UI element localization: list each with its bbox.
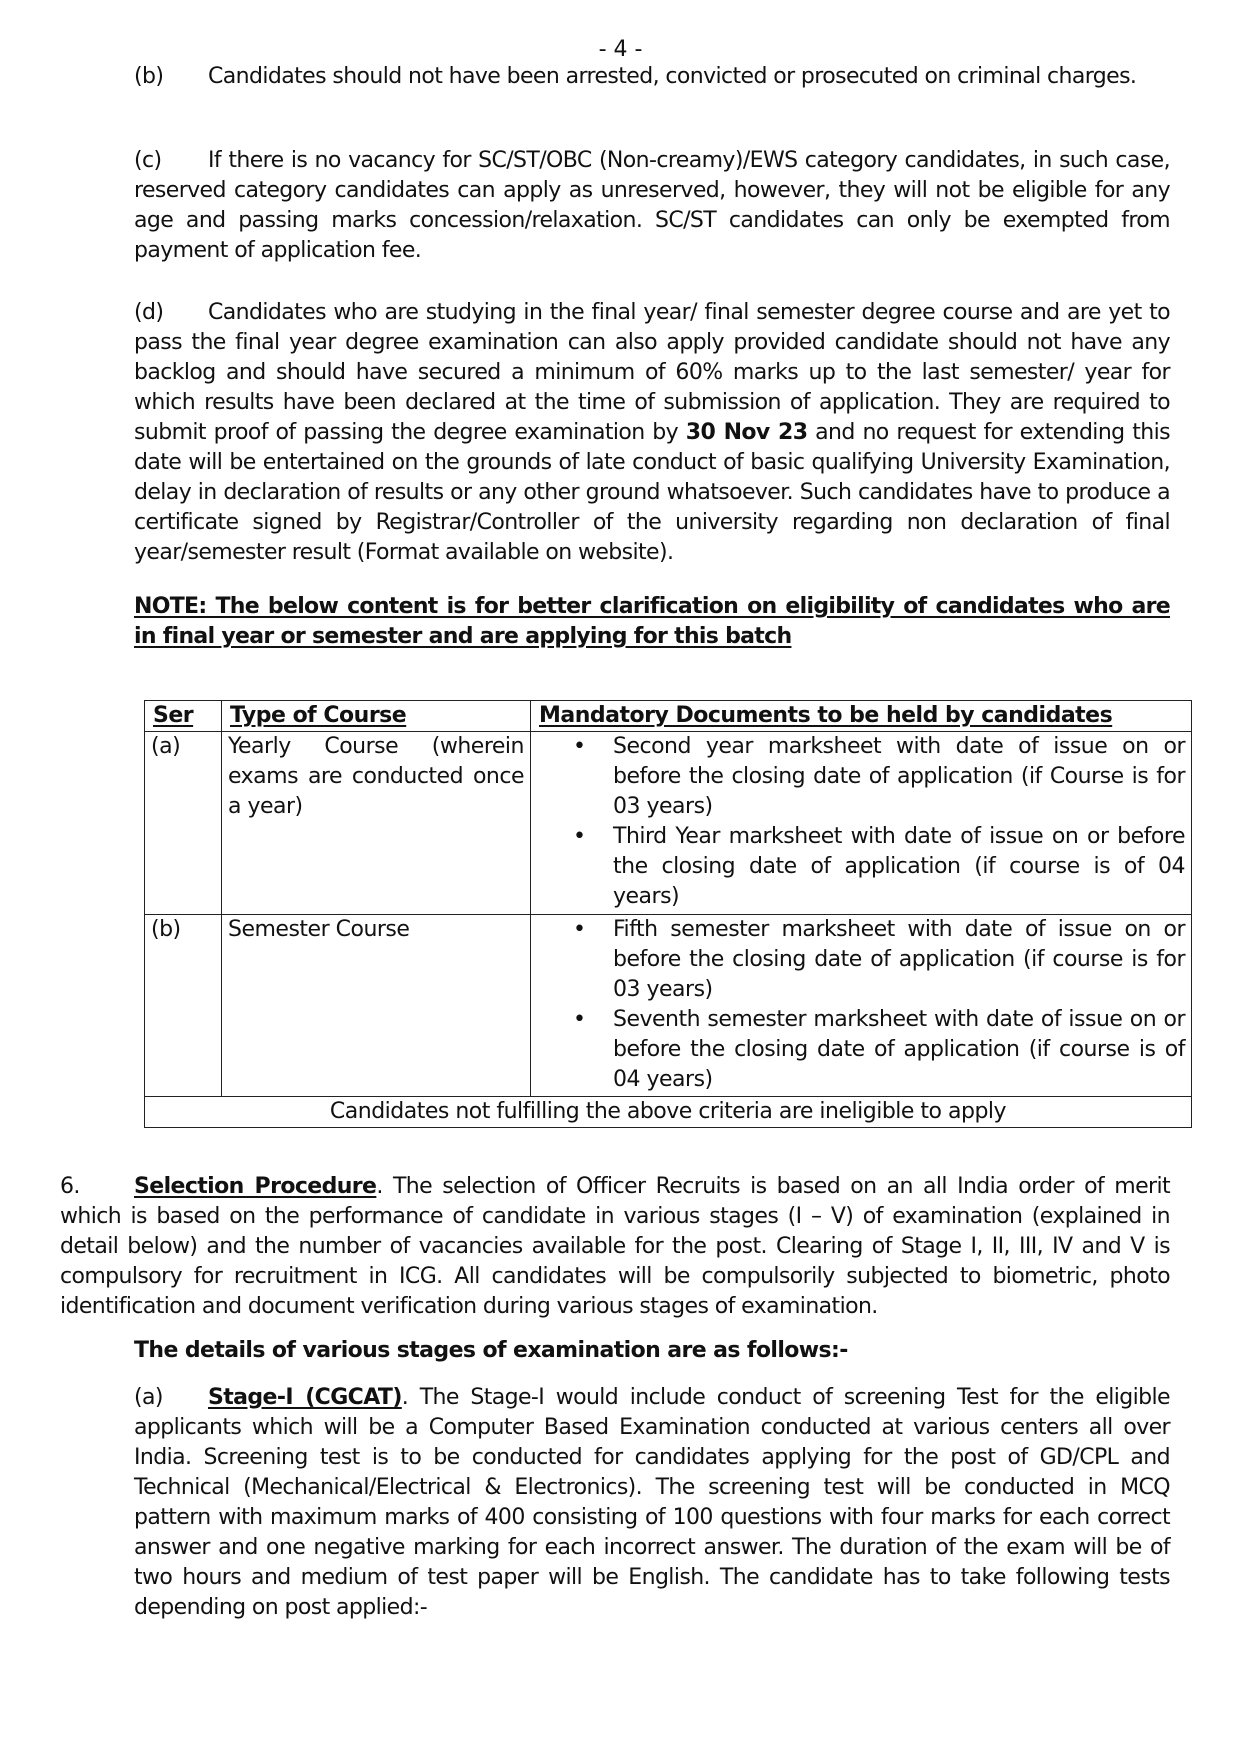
stage-1-paragraph [134,1383,1170,1623]
page-number: - 4 - [598,37,643,62]
cell-ser: (b) [145,915,222,1097]
stages-heading: The details of various stages of examination are as follows:- [134,1338,848,1363]
paragraph-label: (a) [134,1385,163,1410]
column-header-ser: Ser [145,701,222,732]
paragraph-label: (d) [134,300,164,325]
cell-type [222,915,531,1097]
paragraph-b [134,62,1170,92]
cell-documents [531,915,1192,1097]
paragraph-text: and no request for extending this date will be entertained on the grounds of late conduct of basic qualifying University Examination, delay in declaration of results or any other ground whatsoever. Such candidates have to produce a certificate signed by Registrar/Controller of the university regarding non declaration of final year/semester result (Format available on website). [134,420,1170,565]
list-item: • Third Year marksheet with date of issue on or before the closing date of application (if course is of 04 years) [613,822,1185,912]
paragraph-label: (b) [134,64,164,89]
section-number: 6. [60,1174,80,1199]
section-6-selection-procedure [60,1172,1170,1322]
cell-type [222,732,531,915]
list-item: • Fifth semester marksheet with date of issue on or before the closing date of application (if course is for 03 years) [613,915,1185,1005]
documents-list [537,732,1185,912]
paragraph-d [134,298,1170,568]
paragraph-text: If there is no vacancy for SC/ST/OBC (Non-creamy)/EWS category candidates, in such case, reserved category candidates can apply as unreserved, however, they will not be eligible for any age and passing marks concession/relaxation. SC/ST candidates can only be exempted from payment of application fee. [134,148,1170,263]
cell-documents [531,732,1192,915]
column-header-type: Type of Course [222,701,531,732]
course-type-text: Yearly Course (wherein exams are conducted once a year) [228,734,524,819]
stage-title: Stage-I (CGCAT) [208,1385,402,1410]
list-item: • Seventh semester marksheet with date of issue on or before the closing date of application (if course is of 04 years) [613,1005,1185,1095]
paragraph-c [134,146,1170,266]
course-type-text: Semester Course [228,917,410,942]
paragraph-text: Candidates who are studying in the final year/ final semester degree course and are yet to pass the final year degree examination can also apply provided candidate should not have any backlog and should have secured a minimum of 60% marks up to the last semester/ year for which results have been declared at the time of submission of application. They are required to submit proof of passing the degree examination by [134,300,1170,445]
column-header-documents: Mandatory Documents to be held by candidates [531,701,1192,732]
eligibility-note: NOTE: The below content is for better clarification on eligibility of candidates who are in final year or semester and are applying for this batch [134,594,1170,649]
table-footer-row [145,1097,1192,1128]
table-footer: Candidates not fulfilling the above criteria are ineligible to apply [145,1097,1192,1128]
paragraph-label: (c) [134,148,162,173]
deadline-date: 30 Nov 23 [685,420,808,445]
table-row [145,915,1192,1097]
paragraph-text: Candidates should not have been arrested, convicted or prosecuted on criminal charges. [208,64,1137,89]
section-text: . The selection of Officer Recruits is based on an all India order of merit which is based on the performance of candidate in various stages (I – V) of examination (explained in detail below) and the number of vacancies available for the post. Clearing of Stage I, II, III, IV and V is compulsory for recruitment in ICG. All candidates will be compulsorily subjected to biometric, photo identification and document verification during various stages of examination. [60,1174,1170,1319]
section-title: Selection Procedure [134,1174,377,1199]
list-item: • Second year marksheet with date of issue on or before the closing date of application (if Course is for 03 years) [613,732,1185,822]
stage-text: . The Stage-I would include conduct of screening Test for the eligible applicants which will be a Computer Based Examination conducted at various centers all over India. Screening test is to be conducted for candidates applying for the post of GD/CPL and Technical (Mechanical/Electrical & Electronics). The screening test will be conducted in MCQ pattern with maximum marks of 400 consisting of 100 questions with four marks for each correct answer and one negative marking for each incorrect answer. The duration of the exam will be of two hours and medium of test paper will be English. The candidate has to take following tests depending on post applied:- [134,1385,1170,1620]
table-row [145,732,1192,915]
documents-list [537,915,1185,1095]
table-header-row [145,701,1192,732]
eligibility-table [144,700,1192,1128]
cell-ser: (a) [145,732,222,915]
